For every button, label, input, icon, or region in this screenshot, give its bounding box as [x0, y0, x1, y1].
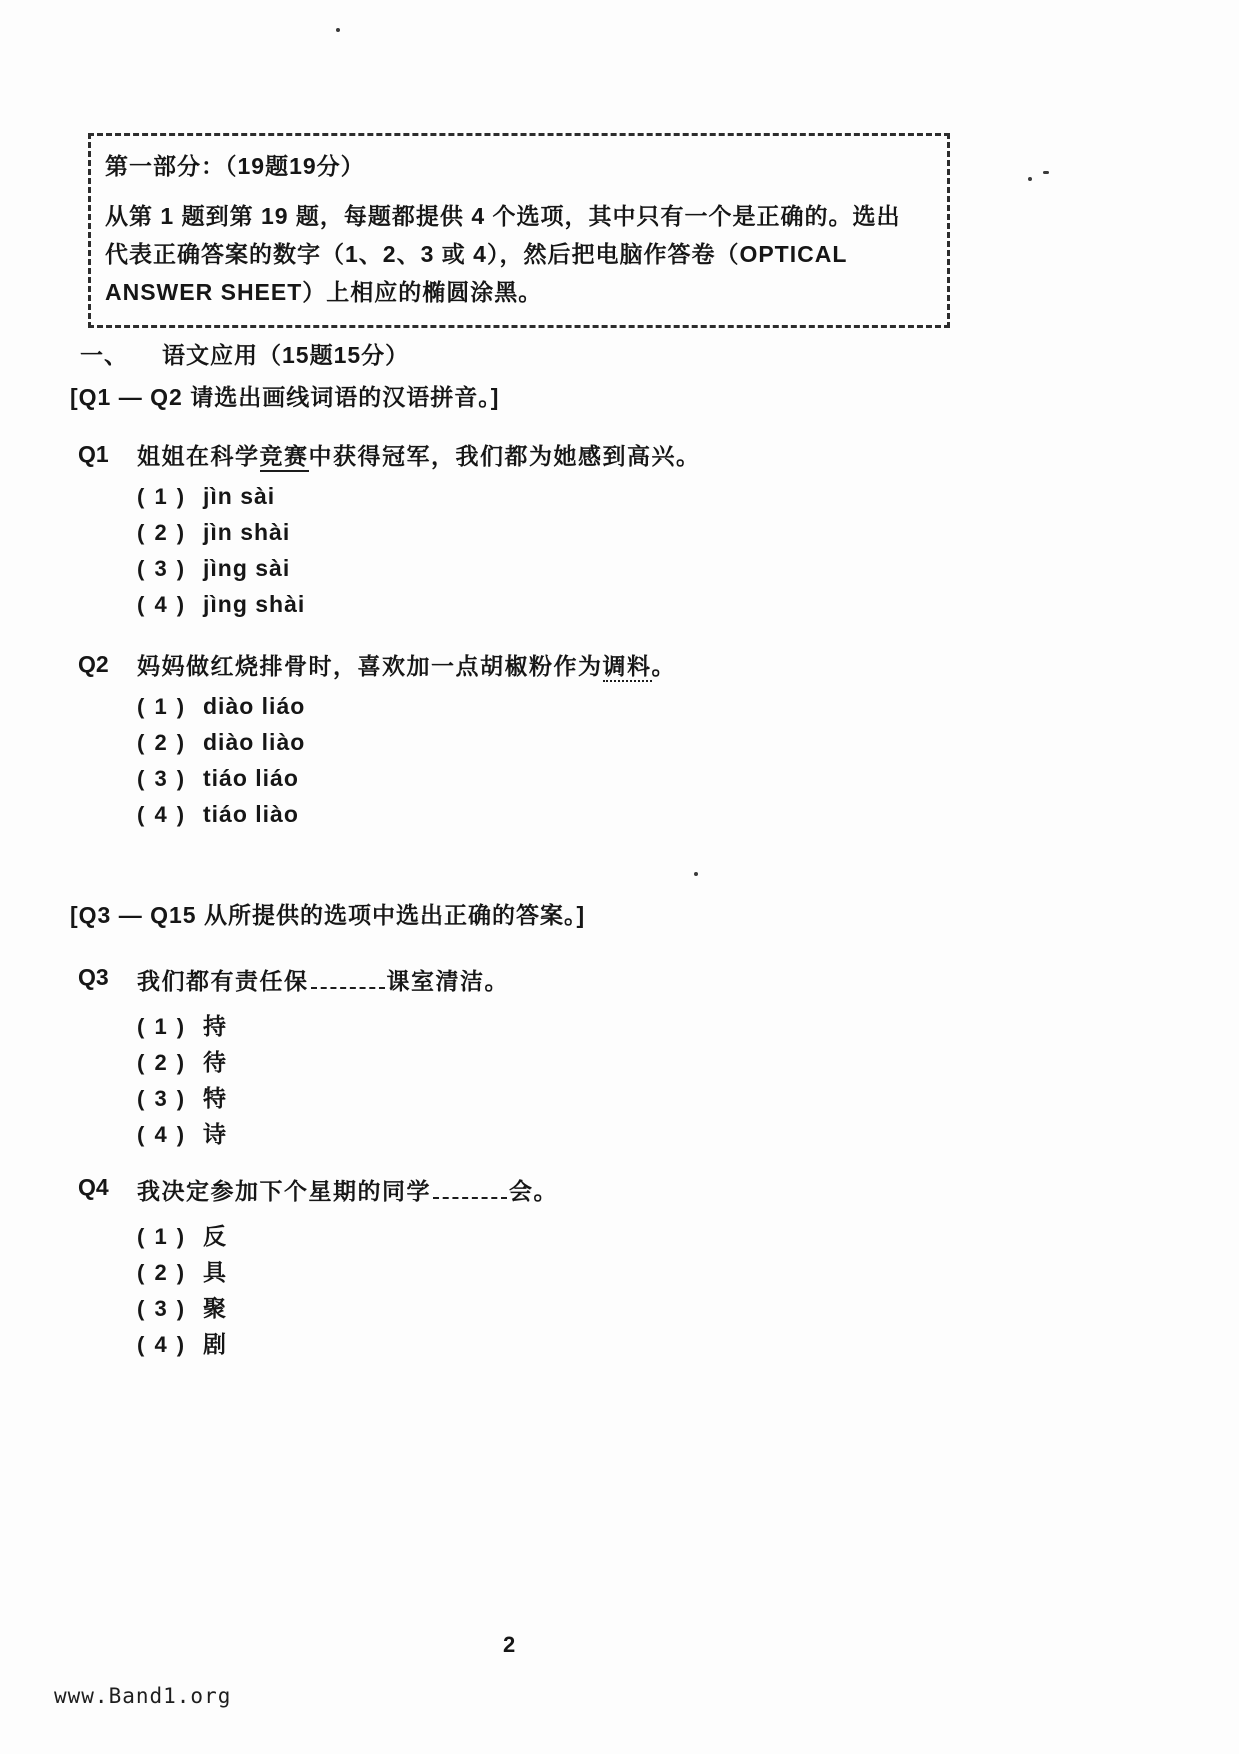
section-heading [80, 337, 409, 370]
option-number: ( 3 ) [137, 766, 187, 791]
option-4 [137, 801, 1078, 837]
question-q3 [78, 964, 1078, 1152]
option-text: 聚 [203, 1295, 228, 1321]
option-text: 特 [203, 1085, 228, 1111]
underlined-word: 调料 [603, 653, 652, 682]
options-list [137, 1218, 1078, 1362]
instruction-q1-q2: [Q1 — Q2 请选出画线词语的汉语拼音。] [70, 384, 500, 410]
option-3 [137, 555, 1078, 591]
question-number: Q2 [78, 651, 109, 677]
option-text: jìng sài [203, 555, 291, 581]
question-text-pre: 妈妈做红烧排骨时，喜欢加一点胡椒粉作为 [137, 653, 603, 679]
option-2 [137, 1254, 1078, 1290]
question-number: Q4 [78, 1174, 109, 1200]
question-text-post: 中获得冠军，我们都为她感到高兴。 [308, 443, 701, 469]
option-number: ( 1 ) [137, 694, 187, 719]
blank-line [433, 1174, 507, 1199]
option-number: ( 1 ) [137, 484, 187, 509]
scan-artifact-dot [694, 872, 698, 876]
question-text-post: 。 [651, 653, 676, 679]
option-text: jìn shài [203, 519, 291, 545]
option-number: ( 3 ) [137, 556, 187, 581]
instruction-line-3: ANSWER SHEET）上相应的椭圆涂黑。 [105, 279, 543, 305]
instruction-line-1: 从第 1 题到第 19 题，每题都提供 4 个选项，其中只有一个是正确的。选出 [105, 203, 901, 229]
option-2 [137, 1044, 1078, 1080]
underlined-word: 竞赛 [260, 443, 309, 472]
option-text: diào liáo [203, 693, 306, 719]
option-number: ( 3 ) [137, 1296, 187, 1321]
option-number: ( 2 ) [137, 730, 187, 755]
scan-artifact-dash [1043, 171, 1049, 174]
option-number: ( 4 ) [137, 1332, 187, 1357]
option-text: 具 [203, 1259, 228, 1285]
option-number: ( 2 ) [137, 1050, 187, 1075]
footer-watermark: www.Band1.org [54, 1684, 232, 1708]
section-number: 一、 [80, 342, 128, 368]
question-text-post: 课室清洁。 [386, 968, 509, 994]
option-1 [137, 1008, 1078, 1044]
question-text-pre: 我决定参加下个星期的同学 [137, 1178, 431, 1204]
option-number: ( 4 ) [137, 592, 187, 617]
question-text-post: 会。 [509, 1178, 558, 1204]
option-number: ( 1 ) [137, 1224, 187, 1249]
blank-line [311, 964, 385, 989]
option-number: ( 1 ) [137, 1014, 187, 1039]
option-text: tiáo liào [203, 801, 299, 827]
page-number: 2 [503, 1632, 516, 1657]
option-number: ( 2 ) [137, 1260, 187, 1285]
option-4 [137, 1326, 1078, 1362]
question-q4 [78, 1174, 1078, 1362]
question-text [137, 651, 676, 681]
question-text-pre: 我们都有责任保 [137, 968, 309, 994]
section-title: 语文应用（15题15分） [162, 342, 410, 368]
option-3 [137, 1290, 1078, 1326]
option-text: 诗 [203, 1121, 228, 1147]
option-1 [137, 693, 1078, 729]
part-title: 第一部分：（19题19分） [105, 153, 365, 179]
scan-artifact-dot [1028, 177, 1032, 181]
option-text: 待 [203, 1049, 228, 1075]
option-3 [137, 765, 1078, 801]
options-list [137, 483, 1078, 627]
option-1 [137, 1218, 1078, 1254]
question-q2 [78, 651, 1078, 837]
scan-artifact-dot [336, 28, 340, 32]
instruction-q3-q15: [Q3 — Q15 从所提供的选项中选出正确的答案。] [70, 902, 586, 928]
option-text: tiáo liáo [203, 765, 299, 791]
question-q1 [78, 441, 1078, 627]
option-text: 持 [203, 1013, 228, 1039]
option-number: ( 4 ) [137, 802, 187, 827]
question-text [137, 1174, 558, 1206]
option-3 [137, 1080, 1078, 1116]
question-text [137, 964, 509, 996]
option-text: 剧 [203, 1331, 228, 1357]
option-number: ( 4 ) [137, 1122, 187, 1147]
option-1 [137, 483, 1078, 519]
option-4 [137, 591, 1078, 627]
instruction-line-2: 代表正确答案的数字（1、2、3 或 4），然后把电脑作答卷（OPTICAL [105, 241, 848, 267]
question-number: Q3 [78, 964, 109, 990]
option-text: 反 [203, 1223, 228, 1249]
option-text: jìn sài [203, 483, 276, 509]
section-instruction-box [88, 133, 950, 328]
options-list [137, 1008, 1078, 1152]
option-number: ( 3 ) [137, 1086, 187, 1111]
option-text: jìng shài [203, 591, 306, 617]
option-2 [137, 729, 1078, 765]
question-text-pre: 姐姐在科学 [137, 443, 260, 469]
option-number: ( 2 ) [137, 520, 187, 545]
options-list [137, 693, 1078, 837]
option-text: diào liào [203, 729, 306, 755]
question-number: Q1 [78, 441, 109, 467]
question-text [137, 441, 701, 471]
option-2 [137, 519, 1078, 555]
option-4 [137, 1116, 1078, 1152]
